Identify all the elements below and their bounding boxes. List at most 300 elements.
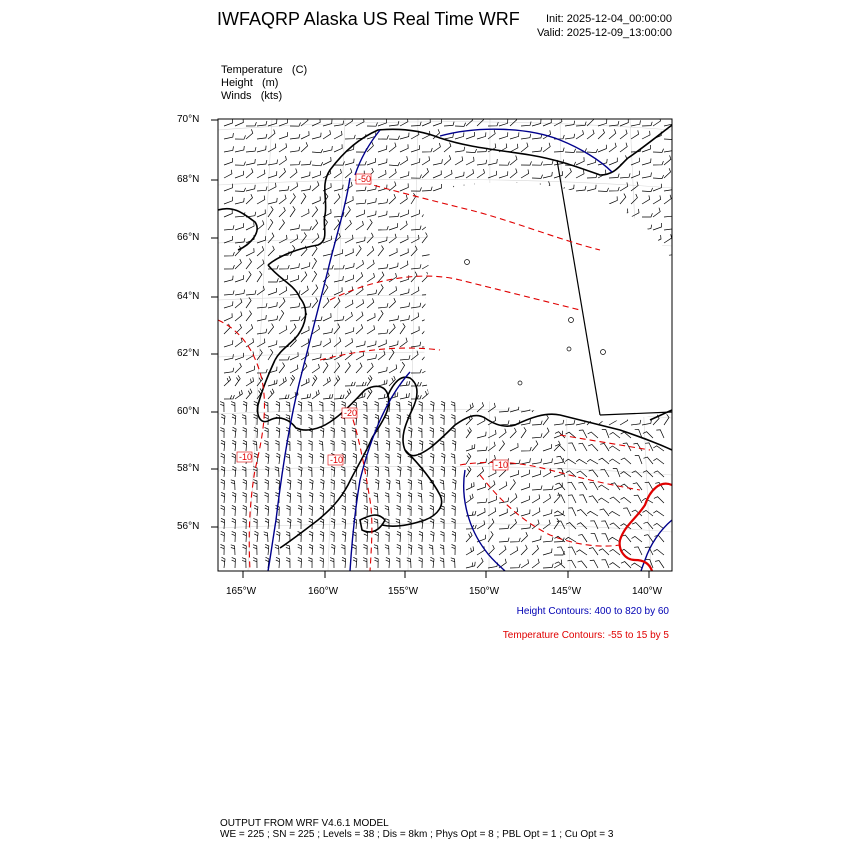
wind-barb	[287, 518, 291, 529]
wind-barb	[554, 493, 560, 503]
wind-barb	[243, 519, 247, 530]
wind-barb	[466, 169, 474, 178]
wind-barb	[320, 479, 324, 490]
wind-barb	[400, 133, 409, 139]
wind-barb	[632, 471, 642, 477]
wind-barb	[543, 458, 553, 464]
wind-barb	[308, 415, 312, 425]
wind-barb	[620, 173, 630, 178]
wind-barb	[609, 187, 619, 191]
wind-barb	[334, 185, 343, 191]
wind-barb	[400, 289, 409, 295]
wind-barb	[221, 466, 225, 477]
wind-barb	[532, 486, 542, 491]
wind-barb	[430, 493, 434, 504]
wind-barb	[309, 479, 313, 490]
wind-barb	[499, 509, 507, 516]
wind-barb	[257, 121, 267, 126]
wind-barb	[532, 134, 542, 139]
wind-barb	[543, 537, 553, 542]
wind-barb	[543, 143, 550, 152]
wind-barb	[235, 119, 243, 127]
wind-barb	[286, 558, 290, 568]
wind-barb	[587, 149, 598, 153]
wind-barb	[257, 271, 262, 282]
wind-barb	[609, 459, 620, 464]
wind-barb	[587, 174, 597, 178]
wind-barb	[268, 206, 273, 217]
wind-barb	[297, 441, 301, 451]
wind-barb	[576, 186, 586, 191]
wind-barb	[246, 259, 252, 270]
wind-barb	[353, 557, 357, 568]
wind-barb	[600, 509, 609, 516]
wind-barb	[587, 158, 596, 165]
wind-barb	[389, 349, 394, 360]
wind-barb	[599, 458, 609, 464]
wind-barb	[419, 518, 423, 529]
wind-barb	[224, 133, 233, 139]
wind-barb	[224, 210, 232, 218]
wind-barb	[345, 206, 350, 217]
wind-barb	[224, 170, 232, 178]
wind-barb	[389, 169, 396, 178]
wind-barb	[375, 558, 379, 569]
lon-label-160: 160°W	[308, 586, 339, 597]
wind-barb	[367, 290, 377, 295]
wind-barb	[345, 327, 354, 334]
wind-barb	[301, 272, 307, 282]
wind-barb	[510, 144, 518, 152]
wind-barb	[389, 316, 399, 322]
wind-barb	[378, 367, 387, 373]
wind-barb	[521, 458, 530, 464]
wind-barb	[320, 557, 324, 568]
wind-barb	[477, 116, 484, 126]
wind-barb	[221, 414, 225, 425]
wind-barb	[543, 509, 552, 516]
wind-barb	[499, 525, 509, 529]
wind-barb	[477, 459, 487, 464]
wind-barb	[609, 158, 617, 165]
wind-barb	[308, 558, 312, 569]
wind-barb	[653, 175, 664, 179]
wind-barb	[642, 195, 650, 204]
wind-barb	[543, 172, 552, 178]
wind-barb	[342, 505, 346, 516]
wind-barb	[499, 482, 507, 491]
wind-barb	[253, 545, 257, 555]
wind-barb	[243, 493, 247, 504]
wind-barb	[290, 206, 295, 217]
wind-barb	[279, 395, 289, 400]
wind-barb	[579, 430, 587, 438]
wind-barb	[232, 492, 236, 503]
wind-barb	[374, 454, 378, 465]
wind-barb	[301, 172, 310, 178]
wind-barb	[499, 546, 506, 556]
wind-barb	[345, 249, 353, 257]
wind-barb	[246, 311, 252, 322]
wind-barb	[565, 134, 575, 139]
wind-barb	[312, 162, 323, 166]
wind-barb	[378, 211, 387, 217]
wind-barb	[253, 519, 257, 530]
wind-barb	[221, 505, 225, 516]
wind-barb	[400, 183, 408, 191]
wind-barb	[286, 545, 290, 555]
wind-barb	[610, 497, 620, 503]
wind-barb	[602, 560, 610, 568]
wind-barb	[308, 467, 312, 477]
wind-barb	[220, 402, 224, 412]
wind-barb	[287, 492, 291, 503]
wind-barb	[320, 492, 324, 503]
wind-barb	[543, 414, 548, 425]
wind-barb	[334, 363, 340, 374]
wind-barb	[334, 194, 340, 204]
wind-barb	[301, 378, 309, 386]
wind-barb	[345, 351, 352, 361]
wind-barb	[642, 122, 652, 126]
wind-barb	[276, 557, 280, 568]
wind-barb	[451, 402, 455, 412]
wind-barb	[609, 563, 620, 568]
wind-barb	[568, 508, 576, 516]
wind-barb	[664, 168, 671, 178]
wind-barb	[290, 303, 300, 308]
wind-barb	[356, 363, 362, 373]
wind-barb	[389, 143, 396, 152]
wind-barb	[466, 132, 475, 139]
wind-barb	[375, 479, 379, 490]
wind-barb	[323, 146, 332, 152]
wind-barb	[656, 430, 664, 438]
wind-barb	[400, 261, 408, 269]
wind-barb	[378, 264, 388, 269]
wind-barb	[352, 545, 356, 556]
wind-barb	[532, 421, 542, 425]
wind-barb	[440, 415, 444, 426]
wind-barb	[532, 459, 542, 464]
wind-barb	[301, 161, 311, 165]
wind-barb	[235, 246, 241, 256]
wind-barb	[224, 265, 234, 269]
wind-barb	[279, 207, 285, 217]
wind-barb	[235, 135, 246, 139]
wind-barb	[554, 148, 564, 152]
wind-barb	[385, 467, 389, 477]
wind-barb	[367, 363, 373, 373]
wind-barb	[642, 172, 652, 178]
lat-label-56: 56°N	[177, 521, 200, 532]
wind-barb	[644, 522, 654, 529]
wind-barb	[576, 550, 587, 555]
wind-barb	[268, 198, 277, 204]
wind-barb	[301, 226, 311, 230]
wind-barb	[440, 480, 444, 490]
field-label-temperature: Temperature (C)	[221, 64, 308, 76]
wind-barb	[521, 510, 530, 517]
wind-barb	[367, 375, 372, 386]
wind-barb	[323, 157, 331, 165]
wind-barb	[510, 479, 515, 490]
temp-label-north: -50	[358, 174, 372, 184]
wind-barb	[268, 144, 276, 152]
wind-barb	[521, 169, 529, 178]
wind-barb	[620, 130, 627, 139]
wind-barb	[452, 531, 456, 542]
wind-barb	[312, 171, 321, 178]
wind-barb	[510, 169, 517, 179]
wind-barb	[356, 382, 366, 386]
wind-barb	[345, 117, 353, 126]
wind-barb	[320, 466, 324, 477]
wind-barb	[654, 523, 665, 529]
wind-barb	[378, 246, 384, 257]
wind-barb	[440, 558, 444, 568]
wind-barb	[290, 365, 298, 373]
wind-barb	[609, 174, 619, 178]
wind-barb	[589, 496, 598, 503]
wind-barb	[422, 119, 430, 127]
wind-barb	[341, 467, 345, 477]
wind-barb	[543, 486, 553, 490]
wind-barb	[422, 148, 432, 152]
wind-barb	[257, 329, 267, 334]
wind-barb	[397, 453, 401, 464]
wind-barb	[543, 520, 550, 529]
wind-barb	[441, 466, 445, 477]
wind-barb	[279, 143, 287, 152]
wind-barb	[543, 444, 552, 451]
wind-barb	[224, 368, 234, 373]
wind-barb	[631, 194, 637, 204]
wind-barb	[386, 479, 390, 490]
wind-barb	[422, 156, 430, 165]
wind-barb	[397, 414, 401, 425]
wind-barb	[279, 356, 289, 360]
wind-barb	[632, 523, 642, 530]
wind-barb	[279, 235, 287, 243]
wind-barb	[589, 470, 598, 477]
wind-barb	[488, 171, 497, 178]
wind-barb	[224, 354, 233, 360]
wind-barb	[235, 198, 244, 204]
wind-barb	[543, 549, 552, 556]
wind-barb	[400, 355, 410, 360]
wind-barb	[411, 193, 416, 204]
wind-barb	[378, 226, 388, 230]
wind-barb	[367, 123, 378, 127]
wind-barb	[378, 310, 383, 321]
wind-barb	[224, 119, 233, 126]
wind-barb	[220, 428, 224, 438]
wind-barb	[298, 505, 302, 516]
wind-barb	[400, 362, 405, 373]
wind-barb	[246, 377, 254, 386]
wind-barb	[429, 415, 433, 425]
wind-barb	[466, 427, 471, 438]
wind-barb	[499, 441, 505, 452]
wind-barb	[276, 401, 280, 412]
wind-barb	[510, 538, 520, 542]
wind-barb	[334, 144, 342, 152]
wind-barb	[345, 159, 354, 165]
wind-barb	[334, 131, 342, 139]
wind-barb	[265, 493, 269, 504]
wind-barb	[275, 545, 279, 555]
wind-barb	[345, 389, 351, 399]
wind-barb	[309, 492, 313, 503]
wind-barb	[568, 547, 576, 555]
wind-barb	[298, 401, 302, 412]
wind-barb	[312, 149, 323, 153]
wind-barb	[385, 493, 389, 503]
wind-barb	[396, 428, 400, 438]
wind-barb	[455, 132, 464, 139]
wind-barb	[279, 310, 284, 321]
wind-barb	[477, 498, 487, 503]
wind-barb	[334, 169, 341, 178]
wind-barb	[452, 428, 456, 439]
wind-barb	[235, 338, 242, 347]
wind-barb	[429, 545, 433, 555]
lon-label-140: 140°W	[632, 586, 663, 597]
wind-barb	[309, 453, 313, 464]
wind-barb	[320, 453, 324, 464]
wind-barb	[378, 340, 386, 347]
wind-barb	[224, 340, 233, 347]
wind-barb	[312, 220, 318, 230]
wind-barb	[433, 159, 442, 165]
wind-barb	[331, 518, 335, 529]
wind-barb	[345, 220, 351, 230]
wind-barb	[521, 134, 531, 139]
wind-barb	[440, 441, 444, 451]
wind-barb	[356, 272, 363, 282]
wind-barb	[246, 159, 255, 165]
wind-barb	[367, 260, 374, 269]
wind-barb	[334, 316, 344, 321]
wind-barb	[334, 287, 342, 295]
model-config: WE = 225 ; SN = 225 ; Levels = 38 ; Dis = 8km ; Phys Opt = 8 ; PBL Opt = 1 ; Cu Opt = 3	[220, 829, 614, 840]
wind-barb	[221, 557, 225, 568]
wind-barb	[375, 531, 379, 542]
wind-barb	[257, 220, 264, 230]
model-footer: OUTPUT FROM WRF V4.6.1 MODEL	[220, 818, 389, 829]
wind-barb	[235, 146, 244, 152]
wind-barb	[232, 440, 236, 451]
wind-barb	[246, 147, 256, 152]
wind-barb	[400, 195, 407, 204]
wind-barb	[477, 508, 485, 516]
wind-barb	[323, 130, 331, 139]
wind-barb	[301, 303, 311, 308]
wind-barb	[265, 518, 269, 529]
wind-barb	[356, 341, 365, 347]
wind-barb	[334, 298, 340, 308]
wind-barb	[257, 146, 266, 152]
wind-barb	[312, 341, 321, 347]
wind-barb	[408, 427, 412, 438]
wind-barb	[400, 315, 410, 321]
wind-barb	[268, 389, 274, 399]
temp-label-10b: -10	[330, 455, 344, 465]
wind-barb	[396, 402, 400, 412]
wind-barb	[378, 159, 387, 165]
wind-barb	[466, 546, 474, 555]
wind-barb	[565, 459, 576, 464]
wind-barb	[231, 480, 235, 490]
wind-barb	[224, 276, 233, 282]
wind-barb	[644, 457, 654, 464]
wind-barb	[510, 132, 519, 139]
wind-barb	[397, 506, 401, 517]
wind-barb	[232, 557, 236, 568]
wind-barb	[532, 433, 542, 438]
wind-barb	[532, 559, 539, 568]
wind-barb	[444, 155, 451, 165]
wind-barb	[220, 545, 224, 556]
wind-barb	[374, 493, 378, 503]
wind-barb	[389, 136, 400, 140]
wind-barb	[634, 547, 642, 555]
wind-barb	[301, 394, 311, 399]
wind-barb	[422, 389, 429, 399]
wind-barb	[257, 210, 265, 218]
wind-barb	[396, 480, 400, 490]
wind-barb	[510, 156, 517, 166]
wind-barb	[477, 558, 483, 568]
wind-barb	[400, 156, 408, 165]
wind-barb	[290, 234, 298, 243]
wind-barb	[345, 300, 353, 308]
wind-barb	[620, 143, 627, 152]
wind-barb	[301, 193, 306, 204]
wind-barb	[441, 401, 445, 412]
wind-barb	[521, 559, 529, 568]
wind-barb	[301, 131, 309, 139]
wind-barb	[268, 302, 277, 308]
wind-barb	[254, 505, 258, 516]
wind-barb	[253, 493, 257, 503]
wind-barb	[367, 298, 374, 308]
wind-barb	[243, 427, 247, 438]
wind-barb	[430, 467, 434, 478]
wind-barb	[279, 363, 285, 374]
wind-barb	[290, 316, 300, 321]
wind-barb	[268, 233, 274, 243]
wind-barb	[400, 275, 409, 282]
wind-barb	[378, 135, 389, 139]
wind-barb	[290, 169, 297, 179]
map-title: IWFAQRP Alaska US Real Time WRF	[217, 9, 520, 29]
wind-barb	[642, 131, 650, 139]
wind-barb	[312, 181, 319, 191]
wind-barb	[411, 122, 421, 126]
lat-label-60: 60°N	[177, 406, 200, 417]
wind-barb	[400, 338, 407, 347]
wind-barb	[400, 393, 409, 399]
wind-barb	[320, 544, 324, 555]
wind-barb	[378, 145, 387, 152]
wind-barb	[301, 209, 309, 217]
wind-barb	[389, 365, 397, 374]
wind-barb	[378, 284, 383, 295]
wind-barb	[477, 402, 484, 412]
wind-barb	[367, 388, 372, 399]
